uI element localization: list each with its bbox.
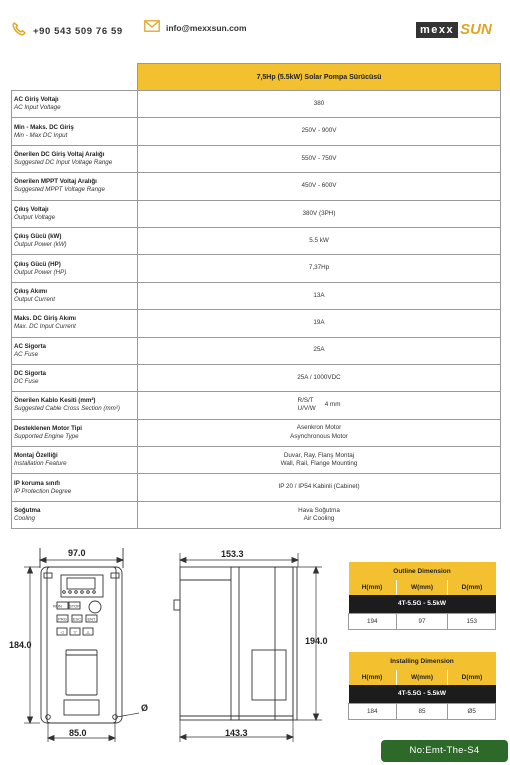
- installing-model: 4T-5.5G - 5.5kW: [349, 685, 496, 703]
- spec-value: 380V (3PH): [138, 200, 501, 227]
- keypad-run-label: RUN: [53, 603, 62, 609]
- spec-label-tr: AC Sigorta: [14, 342, 46, 350]
- spec-label-en: DC Fuse: [14, 378, 39, 386]
- side-depth-label: 153.3: [221, 549, 244, 559]
- spec-label-tr: Önerilen Kablo Kesiti (mm²): [14, 397, 96, 405]
- spec-value: 7,37Hp: [138, 255, 501, 282]
- keypad-stop-label: STOP: [69, 603, 80, 609]
- spec-label-tr: DC Sigorta: [14, 370, 46, 378]
- spec-label-en: Max. DC Input Current: [14, 323, 76, 331]
- spec-label-en: Installation Feature: [14, 460, 67, 468]
- cable-line-2: U/V/W: [297, 405, 316, 413]
- spec-value: 550V - 750V: [138, 145, 501, 172]
- installing-header-h: H(mm): [349, 670, 397, 685]
- spec-label-en: Output Voltage: [14, 213, 56, 221]
- logo-text-right: SUN: [460, 21, 492, 38]
- front-width-label: 97.0: [68, 548, 86, 558]
- installing-dimension-title: Installing Dimension: [349, 652, 496, 670]
- spec-label-tr: Çıkış Gücü (HP): [14, 260, 61, 268]
- keypad-down-label: ▽: [73, 629, 77, 635]
- keypad-left-label: ◁: [60, 629, 64, 635]
- installing-header-w: W(mm): [396, 670, 448, 685]
- keypad-up-label: △: [86, 629, 90, 635]
- email-address: info@mexxsun.com: [166, 23, 247, 33]
- spec-value: 25A / 1000VDC: [138, 364, 501, 391]
- spec-value: 450V - 600V: [138, 173, 501, 200]
- side-view-drawing: [174, 553, 322, 742]
- spec-label-tr: Çıkış Voltajı: [14, 205, 49, 213]
- spec-label-en: Supported Engine Type: [14, 432, 79, 440]
- spec-label-tr: Maks. DC Giriş Akımı: [14, 315, 77, 323]
- spec-table-title: 7,5Hp (5.5kW) Solar Pompa Sürücüsü: [138, 64, 501, 91]
- spec-value-line-2: Asynchronous Motor: [290, 432, 348, 440]
- outline-header-w: W(mm): [396, 580, 448, 595]
- spec-value: 380: [138, 91, 501, 118]
- spec-label-tr: Min - Maks. DC Giriş: [14, 123, 74, 131]
- side-base-depth-label: 143.3: [225, 728, 248, 738]
- outline-value-w: 97: [396, 613, 448, 629]
- outline-model: 4T-5.5G - 5.5kW: [349, 595, 496, 613]
- spec-label-tr: Çıkış Akımı: [14, 287, 48, 295]
- spec-label-tr: Çıkış Gücü (kW): [14, 233, 62, 241]
- installing-value-h: 184: [349, 703, 397, 719]
- spec-label-en: Output Current: [14, 295, 55, 303]
- keypad-prg-label: PRG: [58, 616, 67, 622]
- front-mount-width-label: 85.0: [69, 728, 87, 738]
- installing-value-w: 85: [396, 703, 448, 719]
- spec-label-en: IP Protection Degree: [14, 487, 72, 495]
- outline-value-h: 194: [349, 613, 397, 629]
- cable-size: 4 mm: [324, 401, 341, 409]
- brand-logo: [416, 22, 500, 38]
- front-height-label: 184.0: [9, 640, 32, 650]
- logo-text-left: mexx: [416, 22, 458, 38]
- side-height-label: 194.0: [305, 636, 328, 646]
- front-view-drawing: [24, 548, 139, 742]
- spec-label-tr: AC Giriş Voltajı: [14, 96, 59, 104]
- spec-label-tr: Soğutma: [14, 507, 41, 515]
- outline-dimension-table: [348, 562, 496, 630]
- spec-label-tr: Montaj Özelliği: [14, 452, 58, 460]
- spec-value-line-2: Wall, Rail, Flange Mounting: [280, 460, 358, 468]
- outline-header-d: D(mm): [448, 580, 496, 595]
- spec-label-en: Output Power (kW): [14, 241, 67, 249]
- spec-label-en: AC Fuse: [14, 350, 39, 358]
- spec-value: 5.5 kW: [138, 227, 501, 254]
- spec-label-en: Suggested Cable Cross Section (mm²): [14, 405, 120, 413]
- spec-label-en: Output Power (HP): [14, 268, 67, 276]
- document-number-badge: No:Emt-The-S4: [381, 740, 508, 762]
- spec-label-tr: Desteklenen Motor Tipi: [14, 424, 82, 432]
- spec-label-en: Cooling: [14, 515, 35, 523]
- spec-value-line-1: Asenkron Motor: [296, 424, 342, 432]
- spec-value: 13A: [138, 282, 501, 309]
- outline-header-h: H(mm): [349, 580, 397, 595]
- spec-value: IP 20 / IP54 Kabinli (Cabinet): [138, 474, 501, 501]
- keypad-ent-label: ENT: [87, 616, 96, 622]
- spec-value-line-1: Hava Soğutma: [298, 506, 340, 514]
- keypad-esc-label: ESC: [72, 616, 82, 622]
- installing-header-d: D(mm): [448, 670, 496, 685]
- spec-value: 250V - 900V: [138, 118, 501, 145]
- cable-line-1: R/S/T: [297, 397, 314, 405]
- spec-value: 19A: [138, 310, 501, 337]
- spec-label-en: AC Input Voltage: [14, 104, 61, 112]
- spec-label-en: Min - Max DC Input: [14, 131, 68, 139]
- outline-value-d: 153: [448, 613, 496, 629]
- spec-label-tr: IP koruma sınıfı: [14, 479, 60, 487]
- phone-number: +90 543 509 76 59: [33, 26, 123, 37]
- spec-value-line-1: Duvar, Ray, Flanş Montaj: [283, 451, 355, 459]
- spec-label-en: Suggested MPPT Voltage Range: [14, 186, 105, 194]
- spec-label-tr: Önerilen MPPT Voltaj Aralığı: [14, 178, 97, 186]
- spec-label-en: Suggested DC Input Voltage Range: [14, 158, 113, 166]
- spec-label-tr: Önerilen DC Giriş Voltaj Aralığı: [14, 150, 105, 158]
- hole-symbol-label: Ø: [141, 703, 149, 713]
- spec-value-line-2: Air Cooling: [303, 515, 335, 523]
- installing-dimension-table: [348, 652, 496, 720]
- spec-value: 25A: [138, 337, 501, 364]
- installing-value-d: Ø5: [448, 703, 496, 719]
- outline-dimension-title: Outline Dimension: [349, 562, 496, 580]
